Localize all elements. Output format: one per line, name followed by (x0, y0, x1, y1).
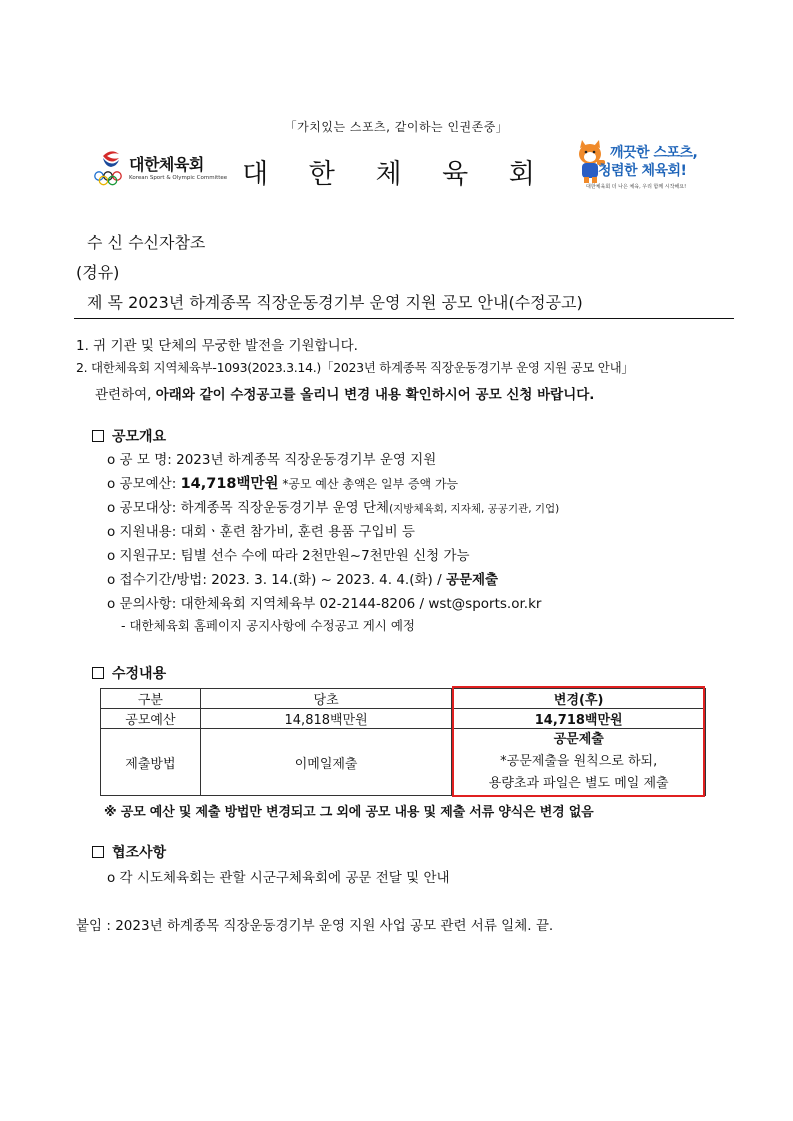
cooperation-heading-text: 협조사항 (112, 845, 167, 861)
attachment-line: 붙임 : 2023년 하계종목 직장운동경기부 운영 지원 사업 공모 관련 서류 일체. 끝. (76, 918, 554, 934)
logo-right-subtitle: 대한체육회 더 나은 체육, 우리 함께 시작해요! (586, 184, 687, 190)
item-text: *공모 예산 총액은 일부 증액 가능 (278, 477, 459, 491)
row1-after: 14,718백만원 (452, 709, 706, 729)
revisions-heading (92, 663, 166, 683)
checkbox-square-icon (92, 846, 104, 858)
item-text: 2023년 하계종목 직장운동경기부 운영 지원 (176, 452, 437, 468)
via-line: (경유) (76, 263, 120, 282)
overview-item (107, 496, 559, 516)
slogan: 「가치있는 스포츠, 같이하는 인권존중」 (284, 120, 509, 134)
table-row (101, 709, 706, 729)
paragraph-2-line2 (95, 383, 594, 403)
item-text: 대회ㆍ훈련 참가비, 훈련 용품 구입비 등 (180, 524, 415, 540)
item-prefix: o 공 모 명: (107, 452, 177, 468)
item-text: 대한체육회 지역체육부 02-2144-8206 / wst@sports.or.kr (180, 596, 542, 612)
item-text: 2023. 3. 14.(화) ~ 2023. 4. 4.(화) / (211, 572, 446, 588)
item-prefix: o 공모예산: (107, 476, 181, 492)
row2-category: 제출방법 (101, 729, 201, 796)
row2-after-note1: *공문제출을 원칙으로 하되, (500, 754, 658, 769)
organization-title: 대 한 체 육 회 (242, 159, 551, 190)
logo-right-line1: 깨끗한 스포츠, (610, 145, 698, 161)
table-header-row (101, 689, 706, 709)
overview-item (107, 544, 470, 564)
row1-before: 14,818백만원 (200, 709, 452, 729)
overview-note: - 대한체육회 홈페이지 공지사항에 수정공고 게시 예정 (121, 618, 416, 633)
item-text: 팀별 선수 수에 따라 2천만원~7천만원 신청 가능 (180, 548, 470, 564)
item-text: 하계종목 직장운동경기부 운영 단체 (180, 500, 390, 516)
logo-right-line2: 청렴한 체육회! (598, 163, 687, 179)
overview-item (107, 592, 541, 612)
revisions-footnote: ※ 공모 예산 및 제출 방법만 변경되고 그 외에 공모 내용 및 제출 서류 양식은 변경 없음 (104, 805, 594, 820)
paragraph-2-emphasis: 아래와 같이 수정공고를 올리니 변경 내용 확인하시어 공모 신청 바랍니다. (155, 387, 595, 403)
paragraph-2-lead: 관련하여, (95, 387, 156, 403)
item-emphasis: 공문제출 (445, 572, 499, 588)
overview-item (107, 472, 458, 493)
overview-heading (92, 426, 166, 446)
logo-left-subtitle: Korean Sport & Olympic Committee (129, 175, 228, 181)
table-row (101, 729, 706, 796)
row1-category: 공모예산 (101, 709, 201, 729)
row2-after-main: 공문제출 (553, 732, 604, 747)
overview-item (107, 568, 498, 588)
item-note: (지방체육회, 지자체, 공공기관, 기업) (389, 503, 560, 515)
item-emphasis: 14,718백만원 (180, 476, 279, 492)
logo-left-name: 대한체육회 (129, 155, 204, 174)
cooperation-item: o 각 시도체육회는 관할 시군구체육회에 공문 전달 및 안내 (107, 870, 450, 886)
overview-item (107, 448, 436, 468)
item-prefix: o 문의사항: (107, 596, 181, 612)
header-category: 구분 (101, 689, 201, 709)
overview-heading-text: 공모개요 (112, 429, 167, 445)
overview-item (107, 520, 415, 540)
checkbox-square-icon (92, 667, 104, 679)
item-prefix: o 지원규모: (107, 548, 181, 564)
item-prefix: o 공모대상: (107, 500, 181, 516)
row2-after-note2: 용량초과 파일은 별도 메일 제출 (488, 776, 669, 791)
row2-after (452, 729, 706, 796)
header-after: 변경(후) (452, 689, 706, 709)
item-prefix: o 지원내용: (107, 524, 181, 540)
recipient-line: 수 신 수신자참조 (87, 233, 206, 252)
revisions-heading-text: 수정내용 (112, 666, 167, 682)
item-prefix: o 접수기간/방법: (107, 572, 212, 588)
clean-sport-logo (572, 140, 722, 196)
cooperation-heading (92, 842, 166, 862)
header-divider (74, 318, 734, 319)
revisions-table (100, 688, 706, 796)
header-before: 당초 (200, 689, 452, 709)
paragraph-1: 1. 귀 기관 및 단체의 무궁한 발전을 기원합니다. (76, 338, 358, 354)
paragraph-2-line1: 2. 대한체육회 지역체육부-1093(2023.3.14.)「2023년 하계종목 직장운동경기부 운영 지원 공모 안내」 (76, 360, 634, 375)
subject-line: 제 목 2023년 하계종목 직장운동경기부 운영 지원 공모 안내(수정공고) (87, 293, 583, 312)
row2-before: 이메일제출 (200, 729, 452, 796)
checkbox-square-icon (92, 430, 104, 442)
